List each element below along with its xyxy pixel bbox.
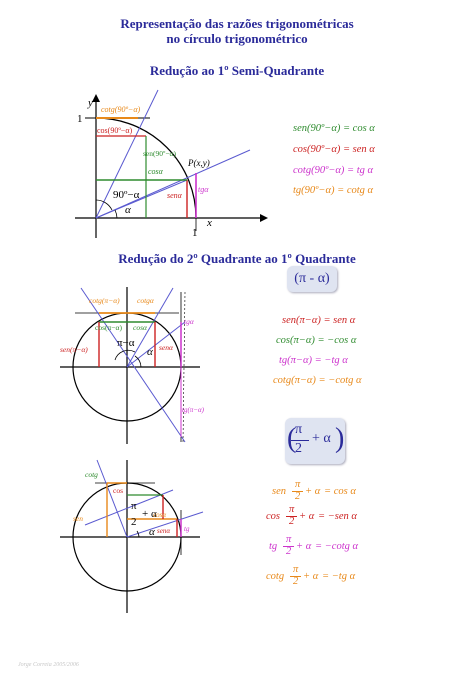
cotg-label: cotg (85, 470, 98, 479)
equation-2-2: cos(π−α) = −cos α (276, 335, 357, 346)
cos-label: cosα (133, 323, 147, 332)
figure-pi-half-plus-alpha (55, 455, 205, 615)
eq-rhs: = −sen α (318, 511, 357, 522)
alpha-label: α (125, 204, 131, 216)
eq-fn: tg (269, 541, 278, 552)
figure-second-quadrant (55, 282, 205, 447)
eq-frac-rest: + α (305, 486, 321, 497)
eq-frac-den: 2 (293, 576, 299, 587)
sen-pi-label: sen(π−α) (60, 345, 88, 354)
tg-pi-label: tg(π−α) (182, 406, 205, 414)
tg-line (96, 150, 250, 218)
cotg-pi-label: cotg(π−α) (89, 296, 120, 305)
one-x-label: 1 (192, 227, 198, 239)
plus-alpha-label: + α (142, 508, 157, 520)
sen-label: sen (73, 514, 83, 523)
formula-pi-minus-alpha: (π - α) (287, 266, 337, 292)
angle-alpha-arc (115, 210, 117, 218)
eq-rhs: = cos α (324, 486, 356, 497)
tg-label: tg (184, 525, 190, 533)
cotg-label: cotgα (137, 296, 154, 305)
angle-pi-label: π−α (117, 337, 135, 349)
x-axis-arrow (260, 214, 268, 222)
equation-1-1: sen(90º−α) = cos α (293, 123, 375, 134)
eq-frac-den: 2 (295, 491, 301, 502)
point-label: P(x,y) (188, 158, 210, 168)
cos-pi-label: cos(π−α) (95, 323, 122, 332)
line-pi-alpha (81, 288, 185, 442)
eq-frac-rest: + α (299, 511, 315, 522)
eq-rhs: = −tg α (322, 571, 356, 582)
cosa-label: cosα (153, 511, 167, 519)
sen-label: senα (167, 191, 182, 200)
eq-frac-num: π (295, 479, 301, 490)
tg-label: tgα (198, 185, 209, 194)
eq-frac-den: 2 (286, 546, 292, 557)
equation-1-2: cos(90º−α) = sen α (293, 144, 375, 155)
angle-comp-arc (96, 200, 112, 210)
eq-rhs: = −cotg α (315, 541, 359, 552)
page-title-line2: no círculo trigonométrico (166, 31, 308, 46)
angle-comp-label: 90º−α (113, 189, 140, 201)
equation-2-1: sen(π−α) = sen α (282, 315, 356, 326)
figure-semi-quadrant (55, 88, 270, 243)
eq-frac-num: π (286, 534, 292, 545)
equation-1-4: tg(90º−α) = cotg α (293, 185, 374, 196)
sen-comp-label: sen(90º−α) (143, 149, 176, 158)
cos-label: cos (113, 486, 123, 495)
y-axis-arrow (92, 94, 100, 102)
footer-credit: Jorge Correia 2005/2006 (18, 662, 79, 668)
cos-label: cosα (148, 167, 163, 176)
x-label: x (207, 217, 212, 229)
sena-label: senα (157, 527, 171, 535)
sen-label: senα (159, 343, 173, 352)
equation-1-3: cotg(90º−α) = tg α (293, 165, 374, 176)
equation-2-4: cotg(π−α) = −cotg α (273, 375, 362, 386)
formula-den: 2 (295, 441, 302, 456)
eq-fn: cotg (266, 571, 285, 582)
cos-comp-label: cos(90º−α) (97, 126, 133, 135)
eq-fn: cos (266, 511, 280, 522)
eq-frac-rest: + α (303, 571, 319, 582)
section2-title: Redução do 2º Quadrante ao 1º Quadrante (118, 251, 356, 266)
equation-2-3: tg(π−α) = −tg α (279, 355, 348, 366)
one-y-label: 1 (77, 113, 83, 125)
two-label: 2 (131, 516, 137, 528)
formula-pi-half-plus-alpha: π 2 + α ( ) (285, 418, 345, 464)
cotg-comp-label: cotg(90º−α) (101, 105, 141, 114)
y-label: y (88, 97, 93, 109)
pi-label: π (131, 500, 137, 512)
tg-label: tgα (184, 317, 194, 326)
eq-frac-num: π (289, 504, 295, 515)
formula-num: π (295, 422, 303, 437)
eq-fn: sen (272, 486, 286, 497)
formula-rest: + α (312, 431, 331, 446)
eq-frac-num: π (293, 564, 299, 575)
page-title-line1: Representação das razões trigonométricas (120, 16, 354, 31)
eq-frac-rest: + α (296, 541, 312, 552)
alpha-label: α (147, 346, 153, 358)
section1-title: Redução ao 1º Semi-Quadrante (149, 63, 325, 78)
eq-frac-den: 2 (289, 516, 295, 527)
alpha-label: α (149, 526, 155, 538)
